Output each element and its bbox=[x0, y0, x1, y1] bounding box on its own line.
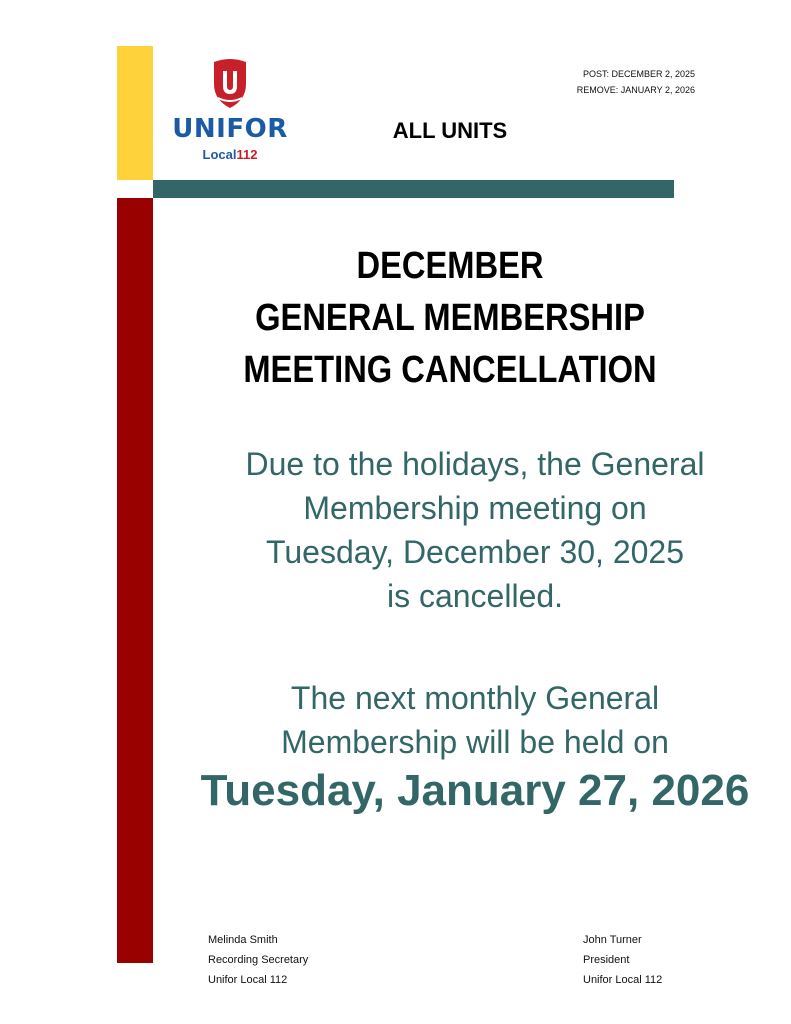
next-meeting-line: Membership will be held on bbox=[281, 724, 669, 760]
teal-divider-bar bbox=[153, 180, 674, 198]
logo-local-label bbox=[172, 147, 288, 162]
post-dates bbox=[577, 66, 695, 98]
signature-title: President bbox=[583, 954, 630, 966]
next-meeting-notice bbox=[160, 676, 790, 764]
signature-name: John Turner bbox=[583, 934, 642, 946]
notice-line: is cancelled. bbox=[386, 578, 564, 614]
unifor-logo bbox=[172, 58, 292, 168]
headline-line: DECEMBER bbox=[356, 245, 544, 287]
yellow-accent-bar bbox=[117, 46, 153, 180]
headline-line: MEETING CANCELLATION bbox=[243, 349, 657, 391]
signature-name: Melinda Smith bbox=[208, 934, 278, 946]
unifor-shield-icon bbox=[210, 58, 250, 110]
logo-wordmark: UNIFOR bbox=[172, 114, 288, 144]
signature-org: Unifor Local 112 bbox=[583, 974, 663, 986]
post-date: POST: DECEMBER 2, 2025 bbox=[582, 69, 695, 79]
notice-line: Due to the holidays, the General bbox=[245, 446, 705, 482]
next-meeting-date: Tuesday, January 27, 2026 bbox=[200, 766, 750, 815]
signature-left bbox=[208, 930, 308, 990]
headline bbox=[201, 240, 700, 396]
remove-date: REMOVE: JANUARY 2, 2026 bbox=[576, 85, 695, 95]
logo-local-word: Local bbox=[202, 147, 237, 162]
signature-title: Recording Secretary bbox=[208, 954, 309, 966]
units-label: ALL UNITS bbox=[392, 118, 508, 143]
notice-line: Membership meeting on bbox=[303, 490, 647, 526]
notice-line: Tuesday, December 30, 2025 bbox=[265, 534, 684, 570]
headline-line: GENERAL MEMBERSHIP bbox=[255, 297, 645, 339]
logo-local-number: 112 bbox=[236, 147, 258, 162]
red-accent-bar bbox=[117, 198, 153, 963]
signature-right bbox=[583, 930, 662, 990]
cancellation-notice bbox=[160, 442, 790, 618]
signature-org: Unifor Local 112 bbox=[208, 974, 288, 986]
next-meeting-line: The next monthly General bbox=[290, 680, 660, 716]
